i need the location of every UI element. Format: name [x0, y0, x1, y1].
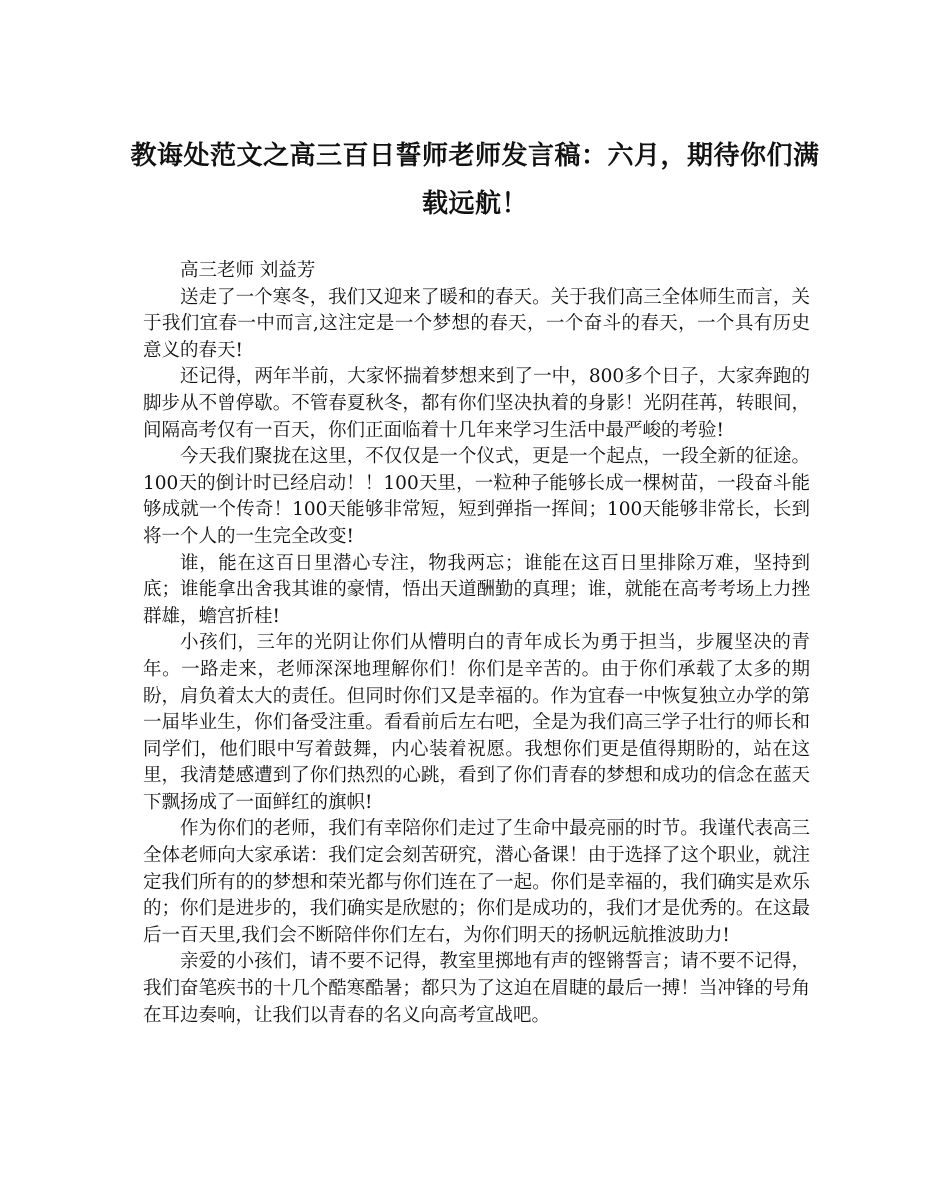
paragraph-2: 还记得，两年半前，大家怀揣着梦想来到了一中，800多个日子，大家奔跑的脚步从不曾停歇。不管春夏秋冬，都有你们坚决执着的身影！光阴荏苒，转眼间，间隔高考仅有一百天，你们正面临着十几年来学习生活中最严峻的考验!: [143, 366, 810, 441]
author-line: 高三老师 刘益芳: [180, 260, 316, 281]
paragraph-1: 送走了一个寒冬，我们又迎来了暖和的春天。关于我们高三全体师生而言，关于我们宜春一中而言,这注定是一个梦想的春天，一个奋斗的春天，一个具有历史意义的春天!: [143, 286, 810, 361]
paragraph-5: 小孩们，三年的光阴让你们从懵明白的青年成长为勇于担当，步履坚决的青年。一路走来，老师深深地理解你们！你们是辛苦的。由于你们承载了太多的期盼，肩负着太大的责任。但同时你们又是幸福的。作为宜春一中恢复独立办学的第一届毕业生，你们备受注重。看看前后左右吧，全是为我们高三学子壮行的师长和同学们，他们眼中写着鼓舞，内心装着祝愿。我想你们更是值得期盼的，站在这里，我清楚感遭到了你们热烈的心跳，看到了你们青春的梦想和成功的信念在蓝天下飘扬成了一面鲜红的旗帜!: [143, 632, 810, 813]
paragraph-4: 谁，能在这百日里潜心专注，物我两忘；谁能在这百日里排除万难，坚持到底；谁能拿出舍我其谁的豪情，悟出天道酬勤的真理；谁，就能在高考考场上力挫群雄，蟾宫折桂!: [143, 552, 810, 627]
document-body: [143, 258, 810, 1029]
paragraph-7: 亲爱的小孩们，请不要不记得，教室里掷地有声的铿锵誓言；请不要不记得，我们奋笔疾书的十几个酷寒酷暑；都只为了这迫在眉睫的最后一搏！当冲锋的号角在耳边奏响，让我们以青春的名义向高考宣战吧。: [143, 951, 810, 1026]
document-title: 教诲处范文之高三百日誓师老师发言稿：六月，期待你们满载远航！: [130, 141, 820, 219]
paragraph-6: 作为你们的老师，我们有幸陪你们走过了生命中最亮丽的时节。我谨代表高三全体老师向大家承诺：我们定会刻苦研究，潜心备课！由于选择了这个职业，就注定我们所有的的梦想和荣光都与你们连在了一起。你们是幸福的，我们确实是欢乐的；你们是进步的，我们确实是欣慰的；你们是成功的，我们才是优秀的。在这最后一百天里,我们会不断陪伴你们左右，为你们明天的扬帆远航推波助力!: [143, 818, 810, 946]
paragraph-3: 今天我们聚拢在这里，不仅仅是一个仪式，更是一个起点，一段全新的征途。100天的倒计时已经启动！！100天里，一粒种子能够长成一棵树苗，一段奋斗能够成就一个传奇！100天能够非常短，短到弹指一挥间；100天能够非常长，长到将一个人的一生完全改变!: [143, 446, 810, 547]
